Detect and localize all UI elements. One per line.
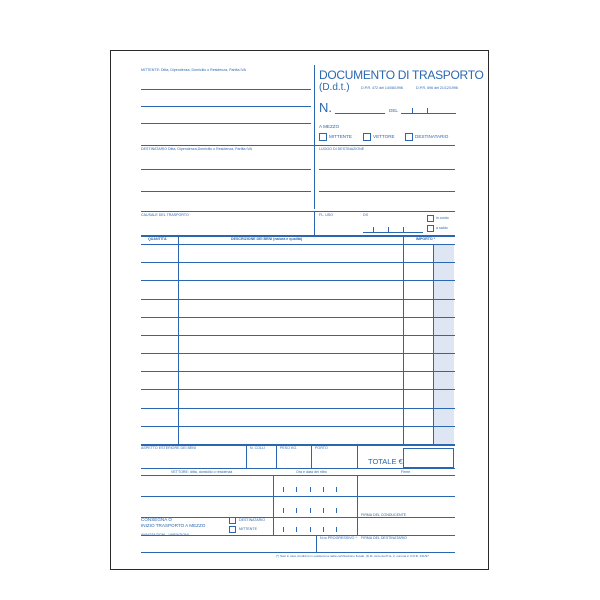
mittente-checkbox[interactable] (319, 133, 327, 141)
recipient-divider (314, 145, 315, 209)
table-row-line (141, 353, 455, 354)
table-row-line (141, 335, 455, 336)
document-subtitle: (D.d.t.) (319, 82, 350, 93)
mittente-option: MITTENTE (329, 134, 352, 139)
a-saldo-checkbox[interactable] (427, 225, 434, 232)
consegna-destinatario-checkbox[interactable] (229, 517, 236, 524)
signatures-label: Firme (401, 470, 411, 474)
vettore-label: VETTORE: ditta, domicilio o residenza (171, 470, 233, 474)
col-divider-1 (178, 235, 179, 444)
in-conto-label: in conto (436, 216, 449, 220)
destinatario-option: DESTINATARIO (415, 134, 449, 139)
date-field[interactable] (401, 113, 456, 114)
total-label: TOTALE € (368, 457, 403, 466)
porto-label: PORTO (315, 446, 328, 450)
sender-line-2 (141, 106, 311, 107)
table-row-line (141, 299, 455, 300)
table-row-line (141, 317, 455, 318)
sender-label: MITTENTE: Ditta, Dipendenza, Domicilio o Residenza, Partita IVA (141, 68, 246, 72)
fl-uso-label: FL. USO (319, 213, 333, 217)
number-field[interactable] (335, 113, 385, 114)
consegna-label-2: INIZIO TRASPORTO A MEZZO (141, 523, 206, 528)
transport-by-label: A MEZZO (319, 124, 340, 129)
col-quantity-header: QUANTITÀ (148, 237, 167, 241)
consegna-mittente-checkbox[interactable] (229, 526, 236, 533)
consegna-destinatario-label: DESTINATARIO (239, 518, 266, 522)
col-description-header: DESCRIZIONE DEI BENI (natura e qualità) (231, 237, 303, 241)
destination-label: LUOGO DI DESTINAZIONE (319, 147, 365, 151)
colli-label: N. COLLI (250, 446, 265, 450)
header-divider (314, 65, 315, 145)
peso-label: PESO KG. (280, 446, 298, 450)
transport-document-sheet (110, 50, 489, 570)
consegna-label-1: CONSEGNA O (141, 517, 172, 522)
driver-signature-label: FIRMA DEL CONDUCENTE (361, 513, 407, 517)
cause-label: CAUSALE DEL TRASPORTO (141, 213, 189, 217)
table-row-line (141, 280, 455, 281)
number-label: N. (319, 100, 332, 115)
vettore-option: VETTORE (373, 134, 395, 139)
sender-line-3 (141, 123, 311, 124)
in-conto-checkbox[interactable] (427, 215, 434, 222)
table-row-line (141, 389, 455, 390)
document-title: DOCUMENTO DI TRASPORTO (319, 68, 484, 82)
annotations-label: ANNOTAZIONI - VARIAZIONI (141, 533, 189, 537)
sender-line-1 (141, 89, 311, 90)
col-amount-header: IMPORTO * (416, 237, 436, 241)
total-box[interactable] (403, 448, 454, 468)
ds-field[interactable] (363, 232, 423, 233)
pickup-time-label: Ora e data del ritiro (296, 470, 327, 474)
section-divider-2 (141, 211, 455, 212)
aspect-label: ASPETTO ESTERIORE DEI BENI (141, 446, 196, 450)
amount-shaded-column (433, 244, 454, 444)
del-label: DEL (389, 108, 398, 113)
table-row-line (141, 262, 455, 263)
table-row-line (141, 408, 455, 409)
decree-2: D.P.R. 696 del 21/12/1996 (416, 86, 458, 90)
recipient-signature-label: FIRMA DEL DESTINATARIO (361, 536, 407, 540)
section-divider-1 (141, 145, 455, 146)
a-saldo-label: a saldo (436, 226, 448, 230)
progressive-label: N.ro PROGRESSIVO * (320, 536, 357, 540)
footnote: (*) Solo in caso di utilizzo in sostituzione della certificazione fiscale. (D.M. certo del P.ot. 2, comma 2, D.P.R. 441/97 (276, 554, 429, 558)
vettore-checkbox[interactable] (363, 133, 371, 141)
decree-1: D.P.R. 472 del 14/08/1996 (361, 86, 403, 90)
table-row-line (141, 371, 455, 372)
ds-label: DS (363, 213, 368, 217)
consegna-mittente-label: MITTENTE (239, 527, 257, 531)
destinatario-checkbox[interactable] (405, 133, 413, 141)
table-row-line (141, 426, 455, 427)
col-divider-2 (403, 235, 404, 444)
recipient-label: DESTINATARIO Ditta, Dipendenza,Domicilio o Residenza, Partita IVA (141, 147, 253, 151)
